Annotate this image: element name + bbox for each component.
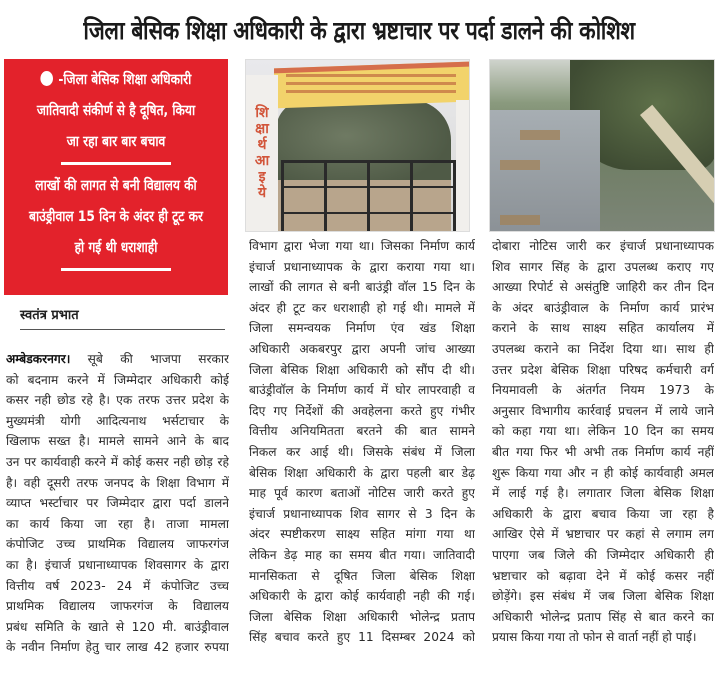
waterlogged-area (490, 110, 600, 232)
highlight-line: जातिवादी संकीर्ण से है दूषित, किया (36, 103, 196, 119)
circle-bullet-icon (41, 71, 54, 86)
byline: स्वतंत्र प्रभात (20, 305, 225, 330)
highlight-line: -जिला बेसिक शिक्षा अधिकारी (22, 65, 210, 96)
highlight-line: बाउंड्रीवाल 15 दिन के अंदर ही टूट कर (28, 209, 203, 225)
divider (61, 162, 171, 165)
iron-gate (281, 160, 456, 232)
highlight-box (4, 59, 228, 295)
highlight-line: लाखों की लागत से बनी विद्यालय की (35, 178, 197, 194)
headline: जिला बेसिक शिक्षा अधिकारी के द्वारा भ्रष्टाचार पर पर्दा डालने की कोशिश (83, 16, 635, 45)
article-column-1: अम्बेडकरनगर। सूबे की भाजपा सरकार को बदनाम करने में जिम्मेदार अधिकारी कोई कसर नही छोड रहे है। एक तरफ उत्तर प्रदेश के मुख्यमंत्री योगी आदित्यनाथ भर्सटाचार के खिलाफ सख्त है। मामले सामने आने के बाद उन पर कार्यवाही करने में कोई कसर नही छोड़ रहे है। वही दूसरी तरफ जनपद के शिक्षा विभाग में व्याप्त भर्स्टाचार पर जिम्मेदार द्वारा पर्दा डालने का कार्य किया जा रहा है। ताजा मामला कंपोजिट उच्च प्राथमिक विद्यालय जाफरगंज का है। इंचार्ज प्रधानाध्यापक शिवसागर के द्वारा वित्तीय वर्ष 2023- 24 में कंपोजिट उच्च प्राथमिक विद्यालय जाफरगंज के विद्यालय प्रबंध समिति के खाते से 120 मी. बाउंड्रीवाल के नवीन निर्माण हेतु चार लाख 42 हजार रुपया (6, 352, 229, 655)
article-column-2: विभाग द्वारा भेजा गया था। जिसका निर्माण कार्य इंचार्ज प्रधानाध्यापक के द्वारा कराया गया था। लाखों की लागत से बनी बाउंड्री वॉल 15 दिन के अंदर ही टूट कर धराशाही हो गई थी। मामले में जिला समन्वयक निर्माण एंव खंड शिक्षा अधिकारी अकबरपुर द्वारा अपनी जांच आख्या जिला बेसिक शिक्षा अधिकारी को सौंप दी थी। बाउंड्रीवॉल के निर्माण कार्य में घोर लापरवाही व दिए गए निर्देशों की अवहेलना करते हुए गंभीर वित्तीय अनियमितता बरतने की बात सामने निकल कर आई थी। जिसके संबंध में जिला बेसिक शिक्षा अधिकारी के द्वारा पहली बार डेढ़ माह पूर्व कारण बताओं नोटिस जारी करते हुए इंचार्ज प्रधानाध्यापक शिव सागर से 3 दिन के अंदर स्पष्टीकरण साक्ष्य सहित मांगा गया था लेकिन डेढ़ माह का समय बीत गया। जातिवादी मानसिकता से दूषित जिला बेसिक शिक्षा अधिकारी के द्वारा कोई कार्यवाही नही की गई। जिला बेसिक शिक्षा अधिकारी भोलेन्द्र प्रताप सिंह बचाव करते हुए 11 दिसम्बर 2024 को (249, 239, 475, 645)
gate-pillar-right (456, 100, 470, 232)
divider (61, 268, 171, 271)
broken-wall-photo (489, 59, 715, 232)
article-column-3: दोबारा नोटिस जारी कर इंचार्ज प्रधानाध्यापक शिव सागर सिंह के द्वारा उपलब्ध कराए गए आख्या रिपोर्ट से असंतुष्टि जाहिरी कर तीन दिन के अंदर बाउंड्रीवाल के निर्माण कार्य प्रारंभ कराने के साथ साक्ष्य सहित कार्यालय में उपलब्ध कराने का निर्देश दिया था। साथ ही उत्तर प्रदेश बेसिक शिक्षा परिषद कर्मचारी वर्ग नियमावली के अंतर्गत नियम 1973 के अनुसार विभागीय कार्रवाई प्रचलन में लाये जाने को कहा गया था। लेकिन 10 दिन का समय बीत गया फिर भी अभी तक निर्माण कार्य नहीं शुरू किया गया और न ही कोई कार्यवाही अमल में लाई गई है। लगातार जिला बेसिक शिक्षा अधिकारी के द्वारा बचाव किया जा रहा है आखिर ऐसे में भ्रष्टाचार पर कहां से लगाम लग पाएगा जब जिले की जिम्मेदार अधिकारी ही भ्रष्टाचार को बढ़ावा देने में कोई कसर नहीं छोड़ेंगे। इस संबंध में जब जिला बेसिक शिक्षा अधिकारी भोलेन्द्र प्रताप सिंह से बात करने का प्रयास किया गया तो फोन से वार्ता नहीं हो पाई। (492, 239, 714, 645)
school-gate-photo (245, 59, 470, 232)
pillar-text: शि क्षा र्थ आ इ ये (254, 105, 270, 201)
highlight-line: हो गई थी धराशाही (74, 240, 158, 256)
school-sign (274, 62, 470, 109)
highlight-line: जा रहा बार बार बचाव (66, 134, 166, 150)
dateline: अम्बेडकरनगर। (6, 352, 71, 366)
